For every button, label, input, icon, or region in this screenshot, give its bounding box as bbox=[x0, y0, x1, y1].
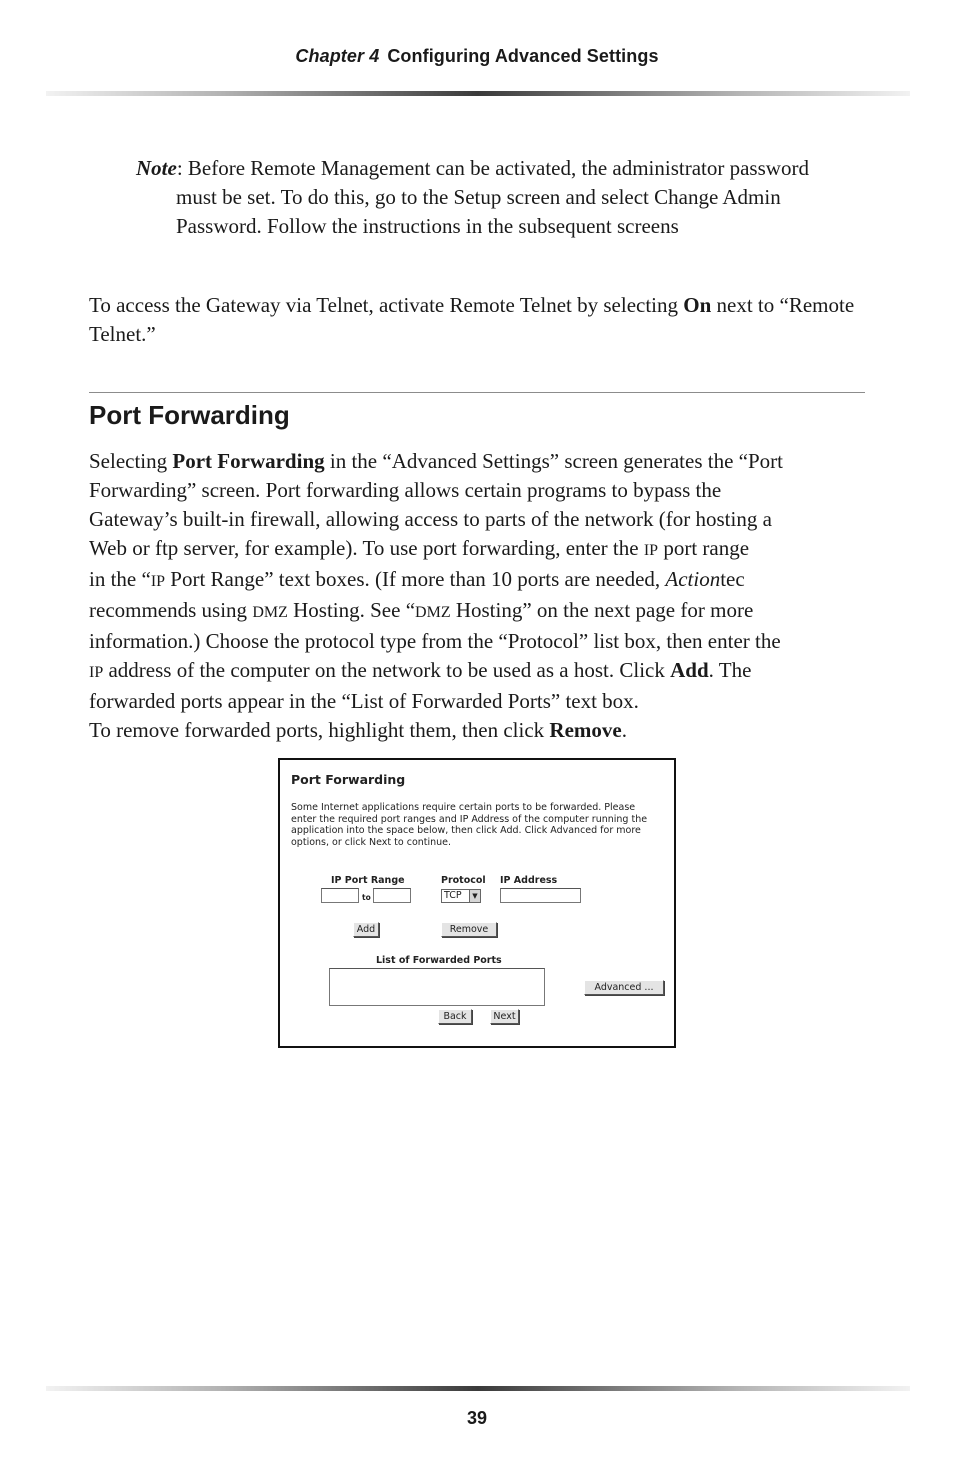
small-caps-term: IP bbox=[150, 573, 166, 590]
text-line bbox=[89, 716, 865, 745]
back-button[interactable]: Back bbox=[438, 1009, 472, 1024]
add-button[interactable]: Add bbox=[353, 922, 379, 937]
protocol-value: TCP bbox=[444, 890, 462, 901]
page-number: 39 bbox=[466, 1408, 488, 1428]
section-heading: Port Forwarding bbox=[89, 400, 290, 430]
forwarded-ports-label: List of Forwarded Ports bbox=[376, 955, 502, 966]
telnet-on-keyword: On bbox=[683, 293, 712, 317]
port-start-input[interactable] bbox=[321, 888, 359, 903]
dropdown-arrow-icon[interactable]: ▼ bbox=[469, 890, 480, 902]
small-caps-term: IP bbox=[643, 542, 659, 559]
text-run: Port Range” text boxes. (If more than 10 ports are needed, bbox=[165, 567, 666, 591]
text-line: forwarded ports appear in the “List of Forwarded Ports” text box. bbox=[89, 689, 639, 713]
small-caps-term: DMZ bbox=[252, 604, 288, 621]
header-rule bbox=[46, 91, 910, 96]
protocol-label: Protocol bbox=[441, 875, 486, 886]
text-line bbox=[89, 534, 865, 565]
telnet-text-a: To access the Gateway via Telnet, activate Remote Telnet by selecting bbox=[89, 293, 684, 317]
text-run: To remove forwarded ports, highlight them, then click bbox=[89, 718, 550, 742]
text-line: Gateway’s built-in firewall, allowing access to parts of the network (for hosting a bbox=[89, 507, 772, 531]
running-header bbox=[0, 46, 954, 67]
note-paragraph bbox=[136, 154, 826, 241]
section-rule bbox=[89, 392, 865, 393]
text-run: in the “Advanced Settings” screen generates the “Port bbox=[324, 449, 783, 473]
text-run: Web or ftp server, for example). To use port forwarding, enter the bbox=[89, 536, 644, 560]
telnet-paragraph bbox=[89, 291, 864, 349]
text-run: in the “ bbox=[89, 567, 151, 591]
text-run: . The bbox=[708, 658, 752, 682]
footer-rule bbox=[46, 1386, 910, 1391]
port-forwarding-screenshot bbox=[278, 758, 676, 1048]
note-label: Note bbox=[136, 156, 177, 180]
text-run: . bbox=[621, 718, 627, 742]
text-line: information.) Choose the protocol type from the “Protocol” list box, then enter the bbox=[89, 629, 781, 653]
bold-term: Add bbox=[670, 658, 709, 682]
bold-term: Port Forwarding bbox=[172, 449, 325, 473]
text-run: address of the computer on the network to be used as a host. Click bbox=[103, 658, 671, 682]
screen-intro-text: Some Internet applications require certain ports to be forwarded. Please enter the required port ranges and IP Address of the computer running the application into the space below, then click Add. Click Advanced for more options, or click Next to continue. bbox=[291, 802, 648, 848]
chapter-label: Chapter 4 bbox=[295, 46, 380, 66]
text-line bbox=[89, 656, 865, 687]
text-run: recommends using bbox=[89, 598, 253, 622]
to-label: to bbox=[362, 893, 371, 902]
remove-button[interactable]: Remove bbox=[441, 922, 497, 937]
telnet-text-c: next to “Remote Telnet.” bbox=[89, 293, 855, 346]
text-line bbox=[89, 447, 865, 476]
small-caps-term: IP bbox=[89, 664, 104, 681]
text-run: Hosting. See “ bbox=[287, 598, 416, 622]
text-run: Selecting bbox=[89, 449, 173, 473]
small-caps-term: DMZ bbox=[415, 604, 451, 621]
port-range-label: IP Port Range bbox=[331, 875, 405, 886]
text-line bbox=[89, 596, 865, 627]
forwarded-ports-list[interactable] bbox=[329, 968, 545, 1006]
text-run: port range bbox=[658, 536, 750, 560]
text-run: Hosting” on the next page for more bbox=[450, 598, 754, 622]
text-line bbox=[89, 565, 865, 596]
protocol-select[interactable] bbox=[441, 889, 481, 903]
advanced-button[interactable]: Advanced ... bbox=[584, 980, 664, 995]
note-text: : Before Remote Management can be activated, the administrator password must be set. To do this, go to the Setup screen and select Change Admin Password. Follow the instructions in the subsequent screens bbox=[176, 156, 809, 238]
bold-term: Remove bbox=[549, 718, 622, 742]
screen-title: Port Forwarding bbox=[291, 772, 406, 787]
ip-address-label: IP Address bbox=[500, 875, 558, 886]
chapter-title: Configuring Advanced Settings bbox=[387, 46, 659, 66]
ip-address-input[interactable] bbox=[500, 888, 581, 903]
italic-brand: Action bbox=[665, 567, 721, 591]
next-button[interactable]: Next bbox=[490, 1009, 519, 1024]
text-run: tec bbox=[720, 567, 745, 591]
port-forwarding-paragraph bbox=[89, 447, 865, 745]
port-end-input[interactable] bbox=[373, 888, 411, 903]
text-line: Forwarding” screen. Port forwarding allows certain programs to bypass the bbox=[89, 478, 722, 502]
